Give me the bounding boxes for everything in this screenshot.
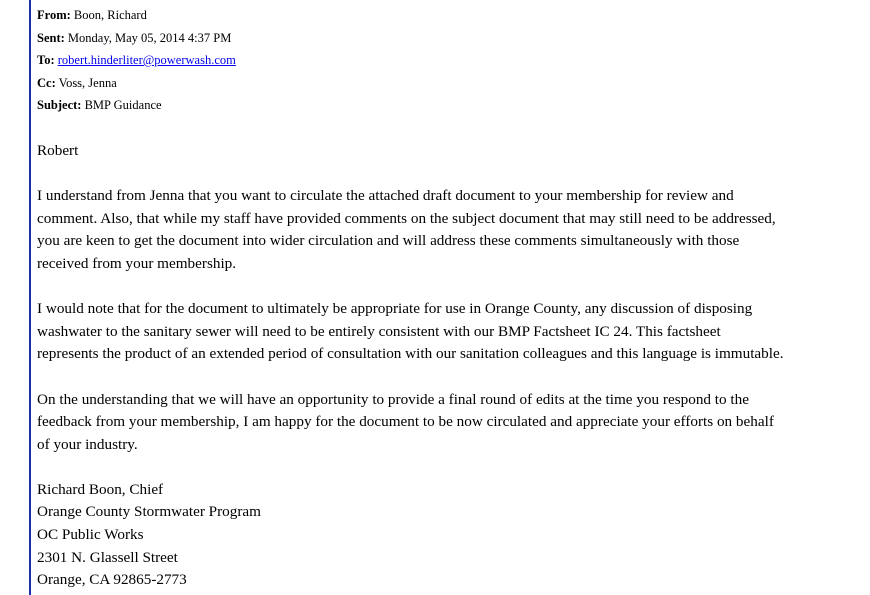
paragraph-line: On the understanding that we will have an opportunity to provide a final round of edits at the time you respond to the [37,390,749,408]
signature-department: OC Public Works [37,526,144,544]
signature-block [37,479,867,592]
paragraph-line: I would note that for the document to ultimately be appropriate for use in Orange County, any discussion of disposing [37,300,753,318]
sent-value: Monday, May 05, 2014 4:37 PM [67,30,232,45]
paragraph-3 [37,389,867,457]
greeting: Robert [37,141,79,159]
to-label: To: [37,53,55,68]
signature-program: Orange County Stormwater Program [37,503,261,521]
to-row [37,49,867,72]
paragraph-line: represents the product of an extended period of consultation with our sanitation colleagues and this language is immutable. [37,345,784,363]
paragraph-line: of your industry. [37,435,138,453]
email-message [37,0,867,592]
paragraph-line: you are keen to get the document into wider circulation and will address these comments simultaneously with those [37,232,740,250]
cc-label: Cc: [37,75,56,90]
from-value: Boon, Richard [73,8,147,22]
sent-row [37,27,867,50]
from-row [37,4,867,27]
paragraph-line: washwater to the sanitary sewer will need to be entirely consistent with our BMP Factsheet IC 24. This factsheet [37,322,721,340]
paragraph-line: received from your membership. [37,254,237,272]
from-label: From: [37,8,71,22]
cc-value: Voss, Jenna [58,75,117,90]
subject-row [37,94,867,117]
to-email-link[interactable]: robert.hinderliter@powerwash.com [57,53,236,68]
signature-name: Richard Boon, Chief [37,480,164,498]
signature-city: Orange, CA 92865-2773 [37,571,187,589]
subject-value: BMP Guidance [84,98,162,113]
quote-bar [29,0,31,595]
paragraph-line: feedback from your membership, I am happy for the document to be now circulated and appreciate your efforts on behalf [37,413,774,431]
paragraph-1 [37,185,867,275]
cc-row [37,72,867,95]
paragraph-line: comment. Also, that while my staff have provided comments on the subject document that may still need to be addressed, [37,209,776,227]
email-body [37,140,867,592]
sent-label: Sent: [37,30,65,45]
signature-street: 2301 N. Glassell Street [37,548,178,566]
paragraph-2 [37,298,867,366]
subject-label: Subject: [37,98,82,113]
email-headers [37,0,867,117]
paragraph-line: I understand from Jenna that you want to circulate the attached draft document to your membership for review and [37,187,734,205]
